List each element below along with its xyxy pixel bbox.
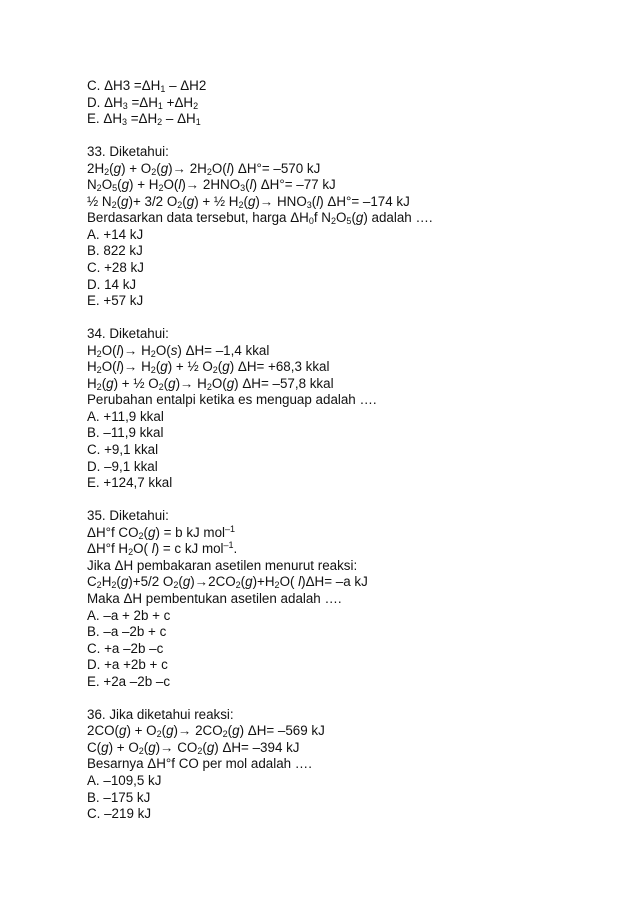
text-run: )→ 2H	[168, 160, 207, 176]
text-run: ) + O	[126, 723, 157, 739]
text-line	[87, 392, 607, 409]
text-run: (	[227, 723, 233, 739]
text-run: )→ HNO	[255, 193, 307, 209]
text-run: (	[245, 177, 250, 193]
text-line	[87, 277, 607, 294]
italic-text: l	[178, 177, 182, 193]
subscript: 2	[193, 100, 199, 111]
text-run: 33. Diketahui:	[87, 144, 169, 160]
text-run: +ΔH	[162, 94, 194, 110]
text-run: (	[311, 193, 317, 209]
text-run: O	[101, 177, 113, 193]
blank-line	[87, 310, 607, 327]
subscript: 2	[157, 117, 163, 128]
italic-text: g	[160, 160, 169, 176]
text-line	[87, 95, 607, 112]
subscript: 2	[96, 183, 102, 194]
text-run: Maka ΔH pembentukan asetilen adalah ….	[87, 590, 342, 606]
text-run: E. +124,7 kkal	[87, 475, 173, 491]
text-run: (	[155, 359, 161, 375]
subscript: 2	[138, 530, 144, 541]
subscript: 2	[96, 365, 102, 376]
text-run: H	[87, 375, 97, 391]
italic-text: l	[226, 160, 230, 176]
text-run: )→ 2CO	[173, 723, 223, 739]
text-line	[87, 326, 607, 343]
text-line	[87, 161, 607, 178]
text-run: ) = b kJ mol	[155, 524, 226, 540]
text-line	[87, 558, 607, 575]
text-run: (	[202, 739, 207, 755]
text-run: O(	[101, 342, 117, 358]
text-run: (	[116, 193, 122, 209]
blank-line	[87, 690, 607, 707]
subscript: 2	[274, 580, 280, 591]
text-run: )→ H	[175, 375, 207, 391]
text-run: H	[87, 342, 97, 358]
italic-text: g	[206, 739, 215, 755]
subscript: 2	[96, 381, 102, 392]
text-line	[87, 227, 607, 244]
text-run: (	[243, 193, 248, 209]
subscript: 2	[206, 166, 212, 177]
text-run: (	[143, 739, 149, 755]
subscript: 2	[96, 348, 102, 359]
text-line	[87, 756, 607, 773]
text-run: ) ΔH= –394 kJ	[214, 739, 300, 755]
subscript: 2	[222, 729, 228, 740]
subscript: 2	[212, 365, 218, 376]
text-run: (	[217, 359, 223, 375]
subscript: 2	[330, 216, 336, 227]
text-run: O(	[155, 342, 171, 358]
text-line	[87, 641, 607, 658]
subscript: 1	[195, 117, 201, 128]
subscript: 2	[150, 348, 156, 359]
text-line	[87, 508, 607, 525]
text-line	[87, 723, 607, 740]
text-run: H	[87, 359, 97, 375]
subscript: 2	[138, 745, 144, 756]
text-run: ) + O	[121, 160, 152, 176]
subscript: 5	[112, 183, 118, 194]
text-line	[87, 144, 607, 161]
text-run: ) ΔH°= –77 kJ	[252, 177, 336, 193]
text-run: ΔH°f CO	[87, 524, 139, 540]
text-run: H	[101, 574, 112, 590]
text-run: )+ 3/2 O	[128, 193, 178, 209]
text-run: Jika ΔH pembakaran asetilen menurut reaksi:	[87, 557, 358, 573]
text-run: C. ΔH3 =ΔH	[87, 78, 161, 93]
text-run: 2CO(	[87, 723, 119, 739]
text-line	[87, 806, 607, 823]
text-run: A. –109,5 kJ	[87, 772, 162, 788]
subscript: 2	[128, 547, 134, 558]
text-line	[87, 243, 607, 260]
text-line	[87, 459, 607, 476]
text-run: O(	[163, 177, 179, 193]
italic-text: l	[116, 359, 120, 375]
text-line	[87, 475, 607, 492]
text-run: (	[109, 160, 114, 176]
subscript: 0	[308, 216, 314, 227]
italic-text: g	[101, 739, 109, 755]
text-run: Berdasarkan data tersebut, harga ΔH	[87, 210, 309, 226]
text-run: ) ΔH= +68,3 kkal	[229, 359, 330, 375]
italic-text: g	[121, 177, 130, 193]
subscript: 2	[238, 199, 244, 210]
text-run: C	[87, 574, 97, 590]
text-run: (	[182, 193, 187, 209]
text-run: ) + O	[108, 739, 139, 755]
text-run: ) ΔH= –1,4 kkal	[177, 342, 270, 358]
text-line	[87, 260, 607, 277]
text-line	[87, 591, 607, 608]
subscript: 2	[197, 745, 203, 756]
text-run: B. –11,9 kkal	[87, 425, 164, 441]
text-line	[87, 425, 607, 442]
italic-text: g	[186, 193, 195, 209]
text-run: )→ H	[119, 342, 151, 358]
text-run: C(	[87, 739, 102, 755]
text-run: N	[87, 177, 97, 193]
subscript: 2	[111, 199, 117, 210]
text-run: Besarnya ΔH°f CO per mol adalah ….	[87, 756, 312, 772]
text-run: ) ΔH°= –570 kJ	[229, 160, 321, 176]
text-run: B. –a –2b + c	[87, 624, 167, 640]
text-run: ) ΔH°= –174 kJ	[319, 193, 410, 209]
text-run: 36. Jika diketahui reaksi:	[87, 706, 234, 722]
text-line	[87, 343, 607, 360]
text-line	[87, 541, 607, 558]
text-run: D. ΔH	[87, 94, 123, 110]
text-line	[87, 608, 607, 625]
text-line	[87, 574, 607, 591]
text-run: (	[101, 375, 107, 391]
subscript: 2	[156, 729, 162, 740]
subscript: 2	[111, 580, 117, 591]
text-run: (	[156, 160, 161, 176]
text-run: )ΔH= –a kJ	[301, 574, 368, 590]
text-run: C. +9,1 kkal	[87, 442, 159, 458]
subscript: 2	[96, 580, 102, 591]
text-run: C. –219 kJ	[87, 806, 152, 822]
text-run: 35. Diketahui:	[87, 508, 169, 524]
text-line	[87, 359, 607, 376]
italic-text: l	[298, 574, 302, 590]
subscript: 3	[240, 183, 246, 194]
text-run: (	[143, 524, 148, 540]
text-line	[87, 111, 607, 128]
text-run: )+H	[252, 574, 275, 590]
italic-text: l	[249, 177, 253, 193]
text-line	[87, 409, 607, 426]
subscript: 5	[346, 216, 352, 227]
italic-text: g	[182, 574, 191, 590]
text-line	[87, 790, 607, 807]
text-run: (	[116, 574, 121, 590]
text-line	[87, 773, 607, 790]
text-run: O(	[211, 375, 227, 391]
text-run: =ΔH	[127, 94, 158, 110]
text-line	[87, 740, 607, 757]
subscript: 2	[150, 365, 156, 376]
text-run: )→ CO	[155, 739, 198, 755]
text-run: – ΔH2	[165, 78, 207, 93]
subscript: 1	[157, 100, 163, 111]
superscript: –1	[223, 540, 234, 551]
subscript: 2	[177, 199, 183, 210]
italic-text: g	[106, 375, 114, 391]
italic-text: g	[113, 160, 122, 176]
text-run: O	[336, 210, 347, 226]
text-run: D. +a +2b + c	[87, 657, 168, 673]
subscript: 1	[160, 84, 166, 94]
superscript: –1	[225, 523, 236, 534]
text-run: B. 822 kJ	[87, 243, 143, 259]
italic-text: g	[355, 210, 364, 226]
subscript: 2	[151, 166, 157, 177]
blank-line	[87, 492, 607, 509]
italic-text: l	[116, 342, 120, 358]
text-line	[87, 707, 607, 724]
italic-text: g	[121, 193, 129, 209]
italic-text: g	[166, 723, 174, 739]
text-line	[87, 210, 607, 227]
text-line	[87, 525, 607, 542]
italic-text: g	[245, 574, 253, 590]
subscript: 3	[122, 100, 128, 111]
text-line	[87, 624, 607, 641]
text-run: .	[233, 541, 238, 557]
text-run: )→ 2HNO	[181, 177, 241, 193]
text-run: – ΔH	[162, 111, 196, 127]
text-run: C. +28 kJ	[87, 260, 144, 276]
text-run: 2H	[87, 160, 105, 176]
subscript: 2	[173, 580, 179, 591]
text-line	[87, 657, 607, 674]
italic-text: g	[222, 359, 230, 375]
text-run: D. 14 kJ	[87, 276, 137, 292]
text-run: 34. Diketahui:	[87, 326, 169, 342]
text-run: ) + ½ O	[113, 375, 159, 391]
text-line	[87, 293, 607, 310]
text-run: C. +a –2b –c	[87, 640, 164, 656]
text-line	[87, 674, 607, 691]
text-run: =ΔH	[127, 111, 158, 127]
italic-text: g	[120, 574, 129, 590]
subscript: 2	[206, 381, 212, 392]
italic-text: g	[168, 375, 176, 391]
italic-text: g	[147, 524, 156, 540]
text-run: E. +57 kJ	[87, 293, 144, 309]
italic-text: l	[316, 193, 320, 209]
text-run: )→2CO	[190, 574, 236, 590]
text-run: ) = c kJ mol	[154, 541, 224, 557]
text-run: (	[117, 177, 122, 193]
text-run: O(	[133, 541, 152, 557]
text-line	[87, 442, 607, 459]
subscript: 3	[306, 199, 312, 210]
italic-text: g	[232, 723, 240, 739]
subscript: 3	[122, 117, 128, 128]
text-run: (	[161, 723, 167, 739]
subscript: 2	[104, 166, 110, 177]
text-run: ) ΔH= –57,8 kkal	[234, 375, 334, 391]
italic-text: g	[247, 193, 256, 209]
text-run: ) + ½ O	[167, 359, 213, 375]
text-run: ΔH°f H	[87, 541, 129, 557]
text-run: E. +2a –2b –c	[87, 673, 171, 689]
text-run: B. –175 kJ	[87, 789, 151, 805]
text-line	[87, 78, 607, 95]
text-line	[87, 194, 607, 211]
italic-text: l	[151, 541, 155, 557]
text-run: )+5/2 O	[128, 574, 174, 590]
blank-line	[87, 128, 607, 145]
document-page	[87, 78, 607, 823]
text-run: E. ΔH	[87, 111, 122, 127]
text-run: D. –9,1 kkal	[87, 458, 158, 474]
text-run: ) adalah ….	[363, 210, 433, 226]
subscript: 2	[158, 381, 164, 392]
italic-text: s	[170, 342, 178, 358]
text-run: ) + H	[129, 177, 159, 193]
subscript: 2	[158, 183, 164, 194]
text-line	[87, 376, 607, 393]
italic-text: g	[226, 375, 235, 391]
text-run: )→ H	[119, 359, 151, 375]
text-run: (	[240, 574, 246, 590]
italic-text: g	[160, 359, 168, 375]
subscript: 2	[235, 580, 241, 591]
text-run: f N	[313, 210, 331, 226]
text-run: (	[351, 210, 356, 226]
italic-text: g	[119, 723, 127, 739]
text-run: A. –a + 2b + c	[87, 607, 171, 623]
text-run: A. +14 kJ	[87, 226, 144, 242]
text-run: Perubahan entalpi ketika es menguap adalah ….	[87, 392, 377, 408]
text-run: ) ΔH= –569 kJ	[239, 723, 325, 739]
text-line	[87, 177, 607, 194]
text-run: (	[163, 375, 169, 391]
italic-text: g	[148, 739, 156, 755]
text-run: (	[178, 574, 183, 590]
text-run: O(	[279, 574, 299, 590]
text-run: O(	[101, 359, 117, 375]
text-run: ½ N	[87, 193, 112, 209]
text-run: ) + ½ H	[194, 193, 239, 209]
text-run: A. +11,9 kkal	[87, 408, 164, 424]
text-run: O(	[211, 160, 227, 176]
